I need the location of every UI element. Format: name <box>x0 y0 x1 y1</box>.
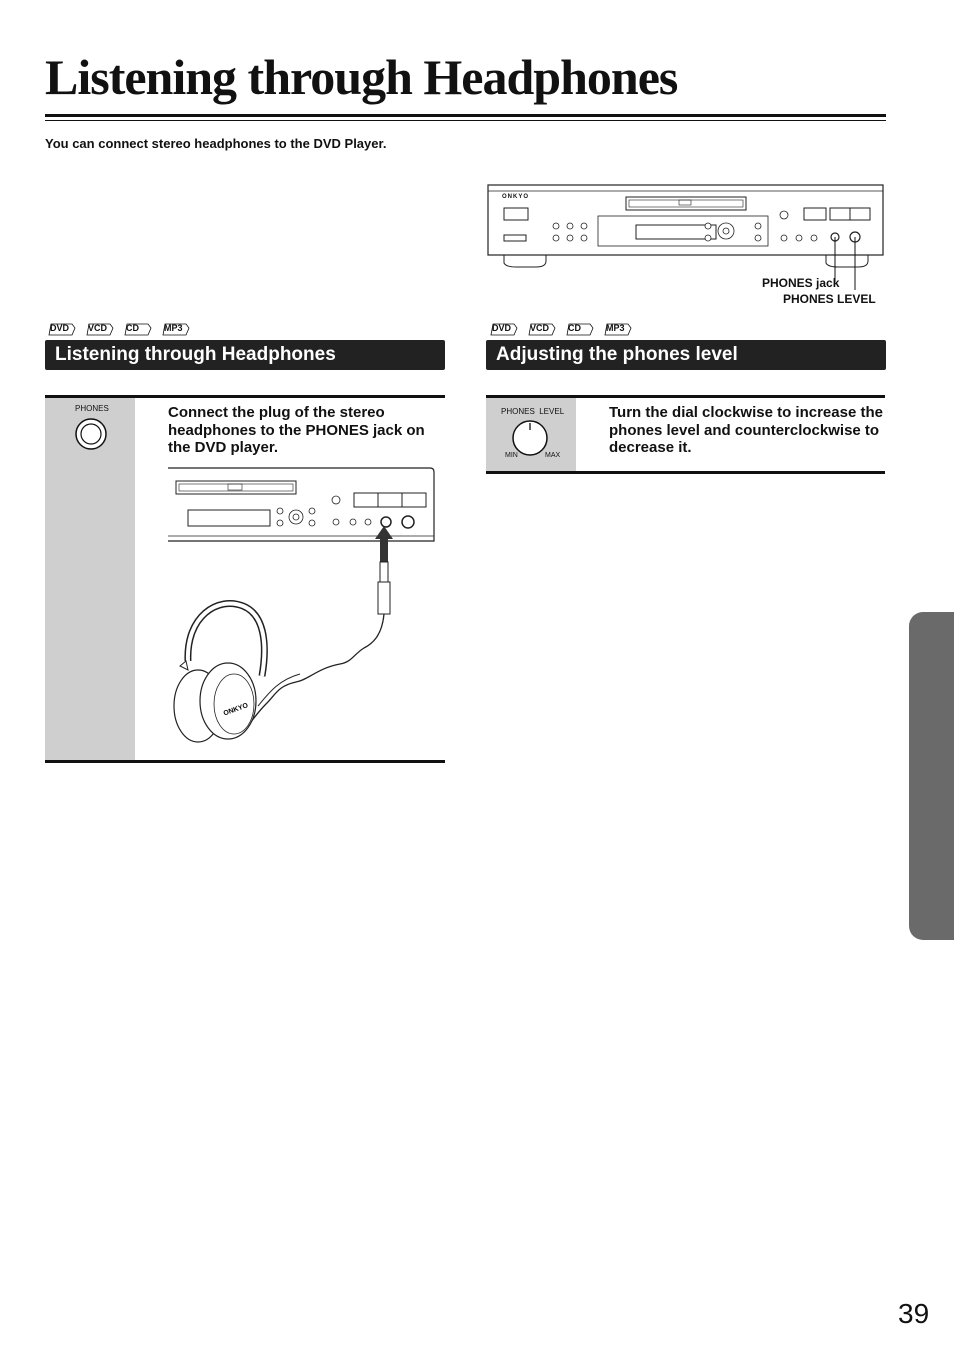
right-section-heading: Adjusting the phones level <box>486 340 886 370</box>
dial-max-label: MAX <box>545 452 561 459</box>
page-number: 39 <box>898 1298 930 1329</box>
phones-jack-label: PHONES jack <box>762 276 840 290</box>
chapter-side-tab <box>909 612 954 940</box>
right-step-text: Turn the dial clockwise to increase the phones level and counterclockwise to decrease it. <box>609 404 883 456</box>
badge-mp3: MP3 <box>162 323 190 335</box>
left-step-icon-column <box>45 398 135 760</box>
title-rule-thick <box>45 114 886 117</box>
brand-logo: ONKYO <box>502 194 530 200</box>
dial-min-label: MIN <box>505 452 518 459</box>
phones-level-label: PHONES LEVEL <box>783 292 876 306</box>
headphones-connection-illustration <box>168 466 438 756</box>
left-section-heading: Listening through Headphones <box>45 340 445 370</box>
disc-badges-right <box>490 323 632 335</box>
badge-dvd: DVD <box>48 323 76 335</box>
badge-mp3: MP3 <box>604 323 632 335</box>
intro-text: You can connect stereo headphones to the DVD Player. <box>45 136 387 151</box>
badge-dvd: DVD <box>490 323 518 335</box>
left-step-text: Connect the plug of the stereo headphones to the PHONES jack on the DVD player. <box>168 404 425 456</box>
left-step-bottom-rule <box>45 760 445 763</box>
badge-vcd: VCD <box>528 323 556 335</box>
svg-text:ONKYO: ONKYO <box>222 702 250 718</box>
right-step-bottom-rule <box>486 471 885 474</box>
phones-icon-label: PHONES <box>75 404 109 413</box>
badge-cd: CD <box>566 323 594 335</box>
badge-cd: CD <box>124 323 152 335</box>
title-rule-thin <box>45 120 886 121</box>
page-title: Listening through Headphones <box>45 49 678 105</box>
disc-badges-left <box>48 323 190 335</box>
phones-jack-icon <box>74 417 108 451</box>
phones-level-dial-label: PHONES LEVEL <box>501 407 565 416</box>
badge-vcd: VCD <box>86 323 114 335</box>
